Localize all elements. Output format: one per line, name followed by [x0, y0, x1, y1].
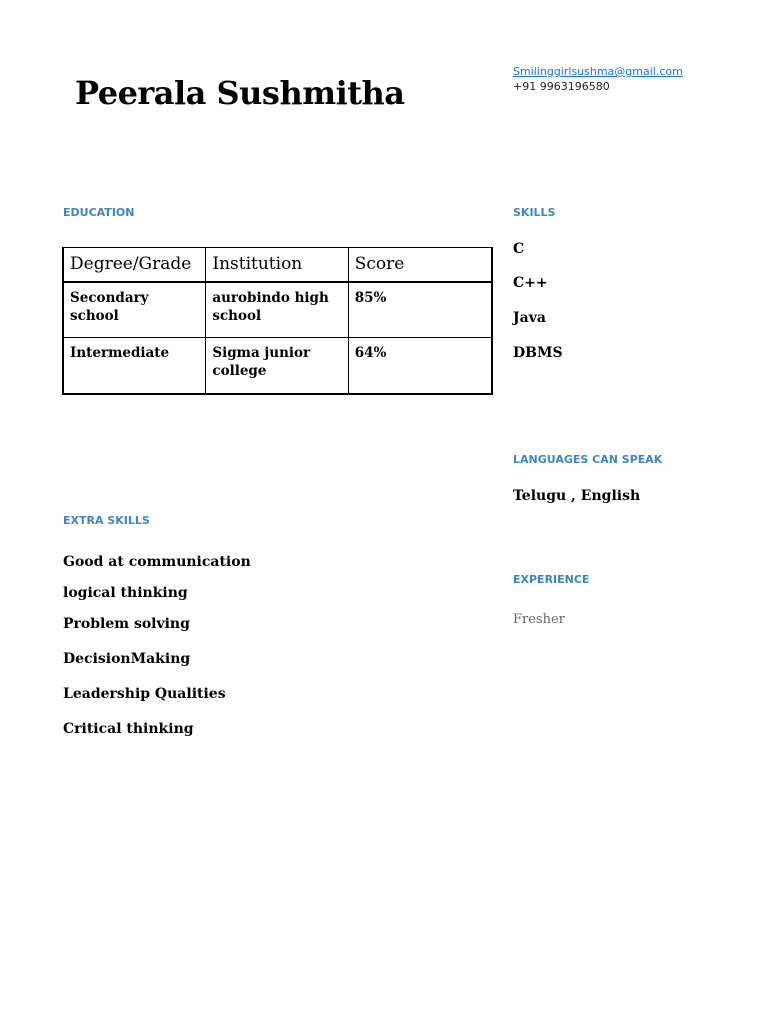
table-cell-degree: Secondary school: [63, 282, 206, 338]
extra-skill-item: Leadership Qualities: [63, 686, 226, 702]
experience-heading: EXPERIENCE: [513, 573, 590, 586]
column-header-degree: Degree/Grade: [63, 248, 206, 282]
skill-item: Java: [513, 310, 546, 326]
contact-block: [513, 64, 683, 94]
table-header-row: [63, 248, 492, 282]
skills-heading: SKILLS: [513, 206, 556, 219]
extra-skills-heading: EXTRA SKILLS: [63, 514, 150, 527]
table-cell-institution: Sigma junior college: [206, 338, 348, 394]
skill-item: C++: [513, 275, 548, 291]
extra-skill-item: Critical thinking: [63, 721, 194, 737]
column-header-score: Score: [348, 248, 492, 282]
extra-skill-item: logical thinking: [63, 585, 188, 601]
skill-item: C: [513, 241, 525, 257]
table-row: [63, 338, 492, 394]
table-cell-degree: Intermediate: [63, 338, 206, 394]
skill-item: DBMS: [513, 345, 563, 361]
table-cell-institution: aurobindo high school: [206, 282, 348, 338]
experience-text: Fresher: [513, 612, 565, 627]
education-heading: EDUCATION: [63, 206, 135, 219]
column-header-institution: Institution: [206, 248, 348, 282]
extra-skill-item: DecisionMaking: [63, 651, 191, 667]
languages-list: Telugu , English: [513, 488, 641, 504]
languages-heading: LANGUAGES CAN SPEAK: [513, 453, 663, 466]
table-cell-score: 85%: [348, 282, 492, 338]
table-cell-score: 64%: [348, 338, 492, 394]
candidate-name: Peerala Sushmitha: [75, 74, 405, 112]
extra-skill-item: Problem solving: [63, 616, 190, 632]
email-link[interactable]: Smilinggirlsushma@gmail.com: [513, 65, 683, 78]
education-table: [62, 247, 493, 395]
table-row: [63, 282, 492, 338]
extra-skill-item: Good at communication: [63, 554, 251, 570]
phone-number: +91 9963196580: [513, 80, 610, 93]
